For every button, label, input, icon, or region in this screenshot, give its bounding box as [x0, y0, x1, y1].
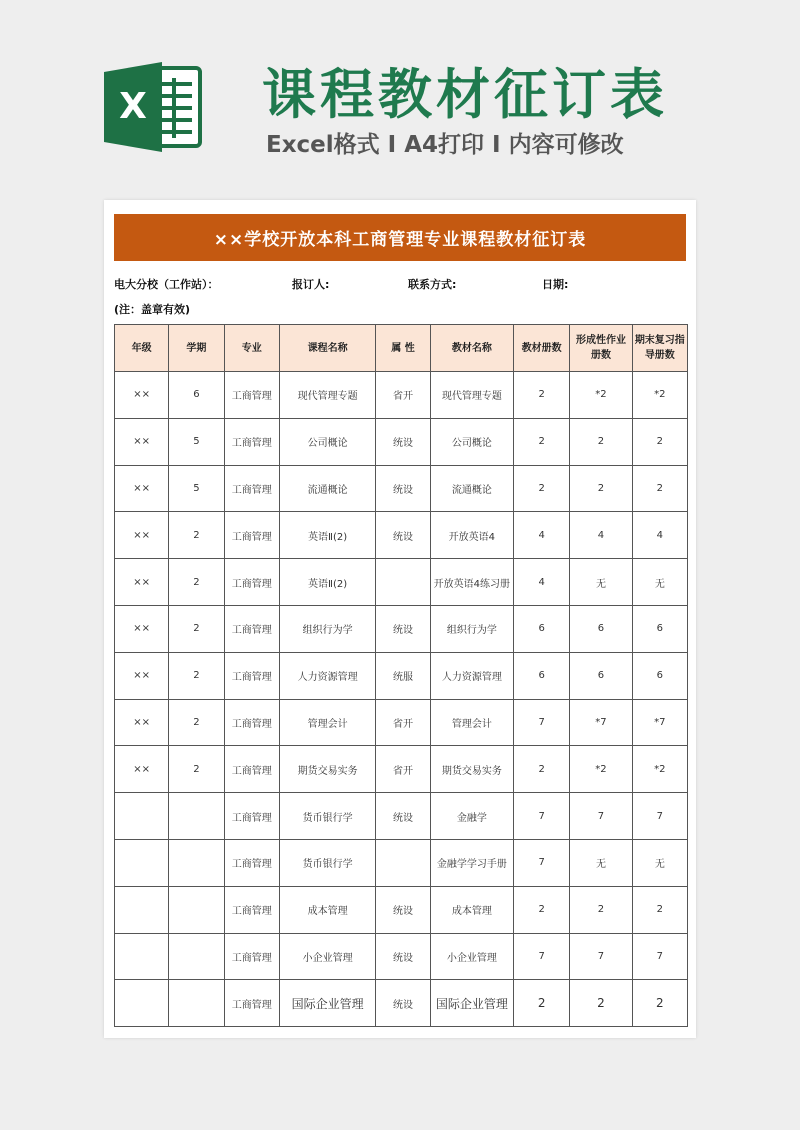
date-label: 日期: — [542, 278, 569, 291]
table-cell[interactable] — [115, 886, 169, 933]
table-cell[interactable]: 组织行为学 — [430, 605, 513, 652]
contact-label: 联系方式: — [408, 278, 457, 291]
table-cell[interactable] — [169, 886, 224, 933]
table-cell[interactable]: 2 — [514, 418, 570, 465]
table-cell[interactable]: ×× — [115, 699, 169, 746]
table-cell[interactable]: 省开 — [376, 372, 430, 419]
table-cell[interactable]: 现代管理专题 — [430, 372, 513, 419]
table-cell[interactable]: 2 — [169, 746, 224, 793]
table-cell[interactable]: 成本管理 — [430, 886, 513, 933]
table-cell[interactable]: 5 — [169, 465, 224, 512]
table-cell[interactable]: 6 — [632, 652, 687, 699]
table-cell[interactable]: 4 — [514, 512, 570, 559]
table-row — [115, 605, 688, 652]
table-cell[interactable]: 期货交易实务 — [430, 746, 513, 793]
table-cell[interactable]: 2 — [514, 886, 570, 933]
spreadsheet-sheet — [104, 200, 696, 1038]
page-title: 课程教材征订表 — [262, 63, 668, 126]
page-subtitle: Excel格式 I A4打印 I 内容可修改 — [266, 132, 624, 158]
table-cell[interactable]: 开放英语4 — [430, 512, 513, 559]
table-cell[interactable]: 工商管理 — [224, 699, 279, 746]
table-cell[interactable]: 成本管理 — [279, 886, 376, 933]
table-cell[interactable]: 货币银行学 — [279, 793, 376, 840]
table-cell[interactable]: 组织行为学 — [279, 605, 376, 652]
table-cell[interactable]: 小企业管理 — [279, 933, 376, 980]
table-cell[interactable]: 6 — [514, 605, 570, 652]
table-row — [115, 559, 688, 606]
table-cell[interactable]: 统设 — [376, 980, 430, 1027]
table-cell[interactable]: 统设 — [376, 605, 430, 652]
table-cell[interactable]: 货币银行学 — [279, 839, 376, 886]
info-row — [114, 276, 686, 296]
table-row — [115, 839, 688, 886]
table-cell[interactable]: 6 — [570, 605, 632, 652]
table-cell[interactable]: 2 — [169, 512, 224, 559]
table-cell[interactable] — [169, 839, 224, 886]
table-cell[interactable]: 7 — [514, 839, 570, 886]
order-table — [114, 324, 688, 1027]
table-cell[interactable]: 7 — [632, 933, 687, 980]
table-cell[interactable]: 6 — [169, 372, 224, 419]
table-row — [115, 418, 688, 465]
table-cell[interactable]: 工商管理 — [224, 746, 279, 793]
table-cell[interactable]: 2 — [632, 418, 687, 465]
table-cell[interactable] — [115, 980, 169, 1027]
table-cell[interactable]: 7 — [514, 933, 570, 980]
column-header: 教材名称 — [430, 325, 513, 372]
table-cell[interactable]: 人力资源管理 — [430, 652, 513, 699]
table-cell[interactable]: 国际企业管理 — [279, 980, 376, 1027]
column-header: 形成性作业册数 — [570, 325, 632, 372]
table-cell[interactable]: 无 — [632, 839, 687, 886]
table-cell[interactable]: 公司概论 — [279, 418, 376, 465]
table-row — [115, 652, 688, 699]
table-cell[interactable]: 期货交易实务 — [279, 746, 376, 793]
table-cell[interactable]: 管理会计 — [430, 699, 513, 746]
column-header: 年级 — [115, 325, 169, 372]
table-cell[interactable]: 国际企业管理 — [430, 980, 513, 1027]
table-cell[interactable]: 金融学学习手册 — [430, 839, 513, 886]
table-cell[interactable]: 人力资源管理 — [279, 652, 376, 699]
table-cell[interactable] — [115, 793, 169, 840]
table-cell[interactable]: *2 — [570, 372, 632, 419]
table-cell[interactable]: 7 — [632, 793, 687, 840]
table-body — [115, 372, 688, 1027]
table-cell[interactable]: 2 — [570, 418, 632, 465]
table-cell[interactable]: 统设 — [376, 512, 430, 559]
table-cell[interactable]: 6 — [514, 652, 570, 699]
column-header: 专业 — [224, 325, 279, 372]
table-cell[interactable]: 省开 — [376, 746, 430, 793]
table-cell[interactable]: 2 — [514, 746, 570, 793]
table-row — [115, 465, 688, 512]
table-cell[interactable]: 4 — [514, 559, 570, 606]
column-header: 学期 — [169, 325, 224, 372]
table-cell[interactable]: 工商管理 — [224, 652, 279, 699]
table-cell[interactable] — [376, 559, 430, 606]
table-cell[interactable]: 英语Ⅱ(2) — [279, 559, 376, 606]
table-cell[interactable]: 工商管理 — [224, 886, 279, 933]
table-cell[interactable]: 2 — [514, 465, 570, 512]
table-cell[interactable]: 无 — [570, 559, 632, 606]
table-cell[interactable]: 2 — [632, 886, 687, 933]
table-cell[interactable]: 6 — [632, 605, 687, 652]
table-cell[interactable]: 2 — [514, 372, 570, 419]
table-cell[interactable]: *2 — [570, 746, 632, 793]
table-cell[interactable] — [169, 933, 224, 980]
table-cell[interactable]: 现代管理专题 — [279, 372, 376, 419]
table-row — [115, 933, 688, 980]
column-header: 期末复习指导册数 — [632, 325, 687, 372]
table-cell[interactable]: ×× — [115, 605, 169, 652]
table-cell[interactable]: 工商管理 — [224, 605, 279, 652]
table-cell[interactable]: 2 — [169, 559, 224, 606]
table-cell[interactable]: 工商管理 — [224, 465, 279, 512]
table-cell[interactable]: 4 — [632, 512, 687, 559]
table-cell[interactable]: 2 — [570, 886, 632, 933]
table-cell[interactable]: 工商管理 — [224, 793, 279, 840]
table-cell[interactable]: 流通概论 — [430, 465, 513, 512]
excel-logo-svg — [104, 60, 204, 154]
table-header — [115, 325, 688, 372]
table-cell[interactable]: 7 — [570, 933, 632, 980]
table-cell[interactable]: 6 — [570, 652, 632, 699]
table-cell[interactable]: 2 — [514, 980, 570, 1027]
table-cell[interactable]: 开放英语4练习册 — [430, 559, 513, 606]
table-cell[interactable]: 工商管理 — [224, 933, 279, 980]
table-cell[interactable]: 2 — [632, 465, 687, 512]
header-row — [115, 325, 688, 372]
table-cell[interactable]: 省开 — [376, 699, 430, 746]
table-cell[interactable]: 小企业管理 — [430, 933, 513, 980]
table-cell[interactable]: 7 — [514, 699, 570, 746]
table-row — [115, 512, 688, 559]
table-cell[interactable]: 统设 — [376, 465, 430, 512]
table-cell[interactable]: ×× — [115, 372, 169, 419]
table-cell[interactable]: ×× — [115, 559, 169, 606]
sheet-banner: ××学校开放本科工商管理专业课程教材征订表 — [114, 214, 686, 261]
table-cell[interactable]: 英语Ⅱ(2) — [279, 512, 376, 559]
table-cell[interactable]: *2 — [632, 746, 687, 793]
table-cell[interactable]: 2 — [570, 465, 632, 512]
table-cell[interactable]: ×× — [115, 746, 169, 793]
table-cell[interactable]: 流通概论 — [279, 465, 376, 512]
table-row — [115, 886, 688, 933]
table-cell[interactable]: *7 — [632, 699, 687, 746]
column-header: 教材册数 — [514, 325, 570, 372]
table-cell[interactable]: 2 — [570, 980, 632, 1027]
column-header: 课程名称 — [279, 325, 376, 372]
table-cell[interactable]: 金融学 — [430, 793, 513, 840]
table-cell[interactable]: ×× — [115, 652, 169, 699]
excel-icon — [104, 60, 204, 154]
table-cell[interactable]: 2 — [169, 652, 224, 699]
table-cell[interactable]: 工商管理 — [224, 418, 279, 465]
table-row — [115, 699, 688, 746]
table-cell[interactable]: 工商管理 — [224, 839, 279, 886]
table-cell[interactable]: 7 — [514, 793, 570, 840]
table-cell[interactable]: 2 — [632, 980, 687, 1027]
table-row — [115, 372, 688, 419]
table-cell[interactable]: ×× — [115, 512, 169, 559]
submitter-label: 报订人: — [292, 278, 330, 291]
table-cell[interactable]: 管理会计 — [279, 699, 376, 746]
table-cell[interactable]: 无 — [632, 559, 687, 606]
table-cell[interactable]: 公司概论 — [430, 418, 513, 465]
table-cell[interactable]: 统设 — [376, 793, 430, 840]
table-cell[interactable]: 工商管理 — [224, 559, 279, 606]
table-cell[interactable]: *7 — [570, 699, 632, 746]
table-cell[interactable] — [376, 839, 430, 886]
table-cell[interactable]: 2 — [169, 699, 224, 746]
table-cell[interactable]: 统设 — [376, 886, 430, 933]
table-cell[interactable]: 统服 — [376, 652, 430, 699]
table-cell[interactable]: 2 — [169, 605, 224, 652]
seal-note: (注：盖章有效) — [114, 303, 191, 316]
table-cell[interactable]: 工商管理 — [224, 512, 279, 559]
table-cell[interactable]: 5 — [169, 418, 224, 465]
table-cell[interactable]: 4 — [570, 512, 632, 559]
branch-label: 电大分校（工作站）： — [114, 278, 219, 291]
table-row — [115, 793, 688, 840]
table-cell[interactable] — [169, 793, 224, 840]
excel-logo-letter: X — [119, 86, 147, 127]
column-header: 属 性 — [376, 325, 430, 372]
table-row — [115, 746, 688, 793]
table-cell[interactable]: 工商管理 — [224, 372, 279, 419]
table-cell[interactable]: ×× — [115, 418, 169, 465]
table-row — [115, 980, 688, 1027]
table-cell[interactable] — [169, 980, 224, 1027]
table-cell[interactable] — [115, 933, 169, 980]
table-cell[interactable]: 统设 — [376, 933, 430, 980]
table-cell[interactable]: *2 — [632, 372, 687, 419]
table-cell[interactable]: 7 — [570, 793, 632, 840]
table-cell[interactable] — [115, 839, 169, 886]
table-cell[interactable]: 统设 — [376, 418, 430, 465]
table-cell[interactable]: 工商管理 — [224, 980, 279, 1027]
table-cell[interactable]: ×× — [115, 465, 169, 512]
table-cell[interactable]: 无 — [570, 839, 632, 886]
